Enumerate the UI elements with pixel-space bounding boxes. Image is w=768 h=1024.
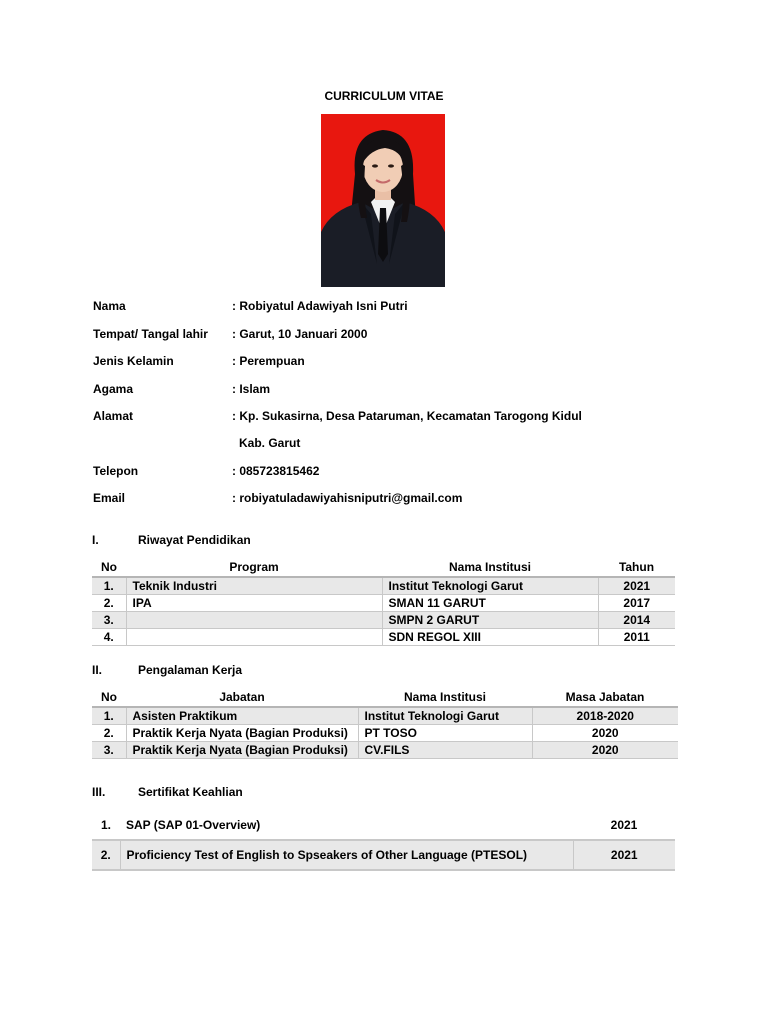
table-cell: 2018-2020 [532,707,678,725]
table-cell: 2. [100,848,111,862]
section-title: Pengalaman Kerja [138,663,243,677]
info-value: : Kp. Sukasirna, Desa Pataruman, Kecamatan Tarogong Kidul [232,409,582,423]
info-label: Jenis Kelamin [93,354,174,368]
info-label: Tempat/ Tangal lahir [93,327,208,341]
experience-table [92,688,678,759]
section-number: III. [92,785,106,799]
info-value: : Garut, 10 Januari 2000 [232,327,368,341]
section-number: II. [92,663,103,677]
column-header: Program [229,560,279,574]
table-cell: 2017 [598,595,675,612]
table-cell: Teknik Industri [126,577,382,595]
table-cell: 2. [103,726,114,740]
table-cell: 2014 [598,612,675,629]
section-number: I. [92,533,99,547]
table-cell: 2021 [573,840,675,870]
table-row [92,577,675,595]
education-table [92,558,675,646]
table-cell: Proficiency Test of English to Spseakers of Other Language (PTESOL) [120,840,573,870]
info-label: Email [93,491,126,505]
table-cell: 2021 [610,818,638,832]
column-header: Nama Institusi [448,560,532,574]
table-cell: 4. [103,630,114,644]
section-title: Sertifikat Keahlian [138,785,243,799]
table-row [92,595,675,612]
table-row [92,742,678,759]
column-header: Jabatan [219,690,265,704]
table-cell: 2020 [532,725,678,742]
portrait-image [321,114,445,287]
table-cell [126,612,382,629]
table-cell: 2020 [532,742,678,759]
table-row [92,811,675,840]
table-cell: SAP (SAP 01-Overview) [126,818,261,832]
table-cell: 2. [103,596,114,610]
info-label: Telepon [93,464,139,478]
column-header: No [101,690,117,704]
table-cell: Asisten Praktikum [126,707,358,725]
table-row [92,840,675,870]
info-value: : Robiyatul Adawiyah Isni Putri [232,299,408,313]
section-title: Riwayat Pendidikan [138,533,251,547]
info-label: Nama [93,299,126,313]
info-value: : Perempuan [232,354,305,368]
profile-photo [321,114,445,287]
table-cell: PT TOSO [358,725,532,742]
table-cell: CV.FILS [358,742,532,759]
table-row [92,612,675,629]
table-cell: Institut Teknologi Garut [358,707,532,725]
info-value: : robiyatuladawiyahisniputri@gmail.com [232,491,463,505]
table-cell: Praktik Kerja Nyata (Bagian Produksi) [126,725,358,742]
info-value: Kab. Garut [239,436,301,450]
table-cell: Praktik Kerja Nyata (Bagian Produksi) [126,742,358,759]
table-header-row [92,688,678,707]
info-value: : 085723815462 [232,464,320,478]
table-cell: 3. [103,743,114,757]
column-header: Tahun [618,560,655,574]
table-cell: SMAN 11 GARUT [382,595,598,612]
table-cell [126,629,382,646]
table-header-row [92,558,675,577]
table-cell: 1. [103,709,114,723]
table-cell: 1. [100,818,111,832]
column-header: Masa Jabatan [565,690,645,704]
info-label: Alamat [93,409,134,423]
table-cell: 3. [103,613,114,627]
table-cell: 2021 [598,577,675,595]
info-value: : Islam [232,382,271,396]
table-cell: 2011 [598,629,675,646]
document-title: CURRICULUM VITAE [324,89,444,103]
table-cell: SDN REGOL XIII [382,629,598,646]
table-row [92,629,675,646]
certificates-table [92,811,675,871]
column-header: Nama Institusi [403,690,487,704]
column-header: No [101,560,117,574]
table-cell: IPA [126,595,382,612]
table-cell: 1. [103,579,114,593]
info-label: Agama [93,382,134,396]
table-row [92,725,678,742]
table-cell: Institut Teknologi Garut [382,577,598,595]
table-cell: SMPN 2 GARUT [382,612,598,629]
table-row [92,707,678,725]
